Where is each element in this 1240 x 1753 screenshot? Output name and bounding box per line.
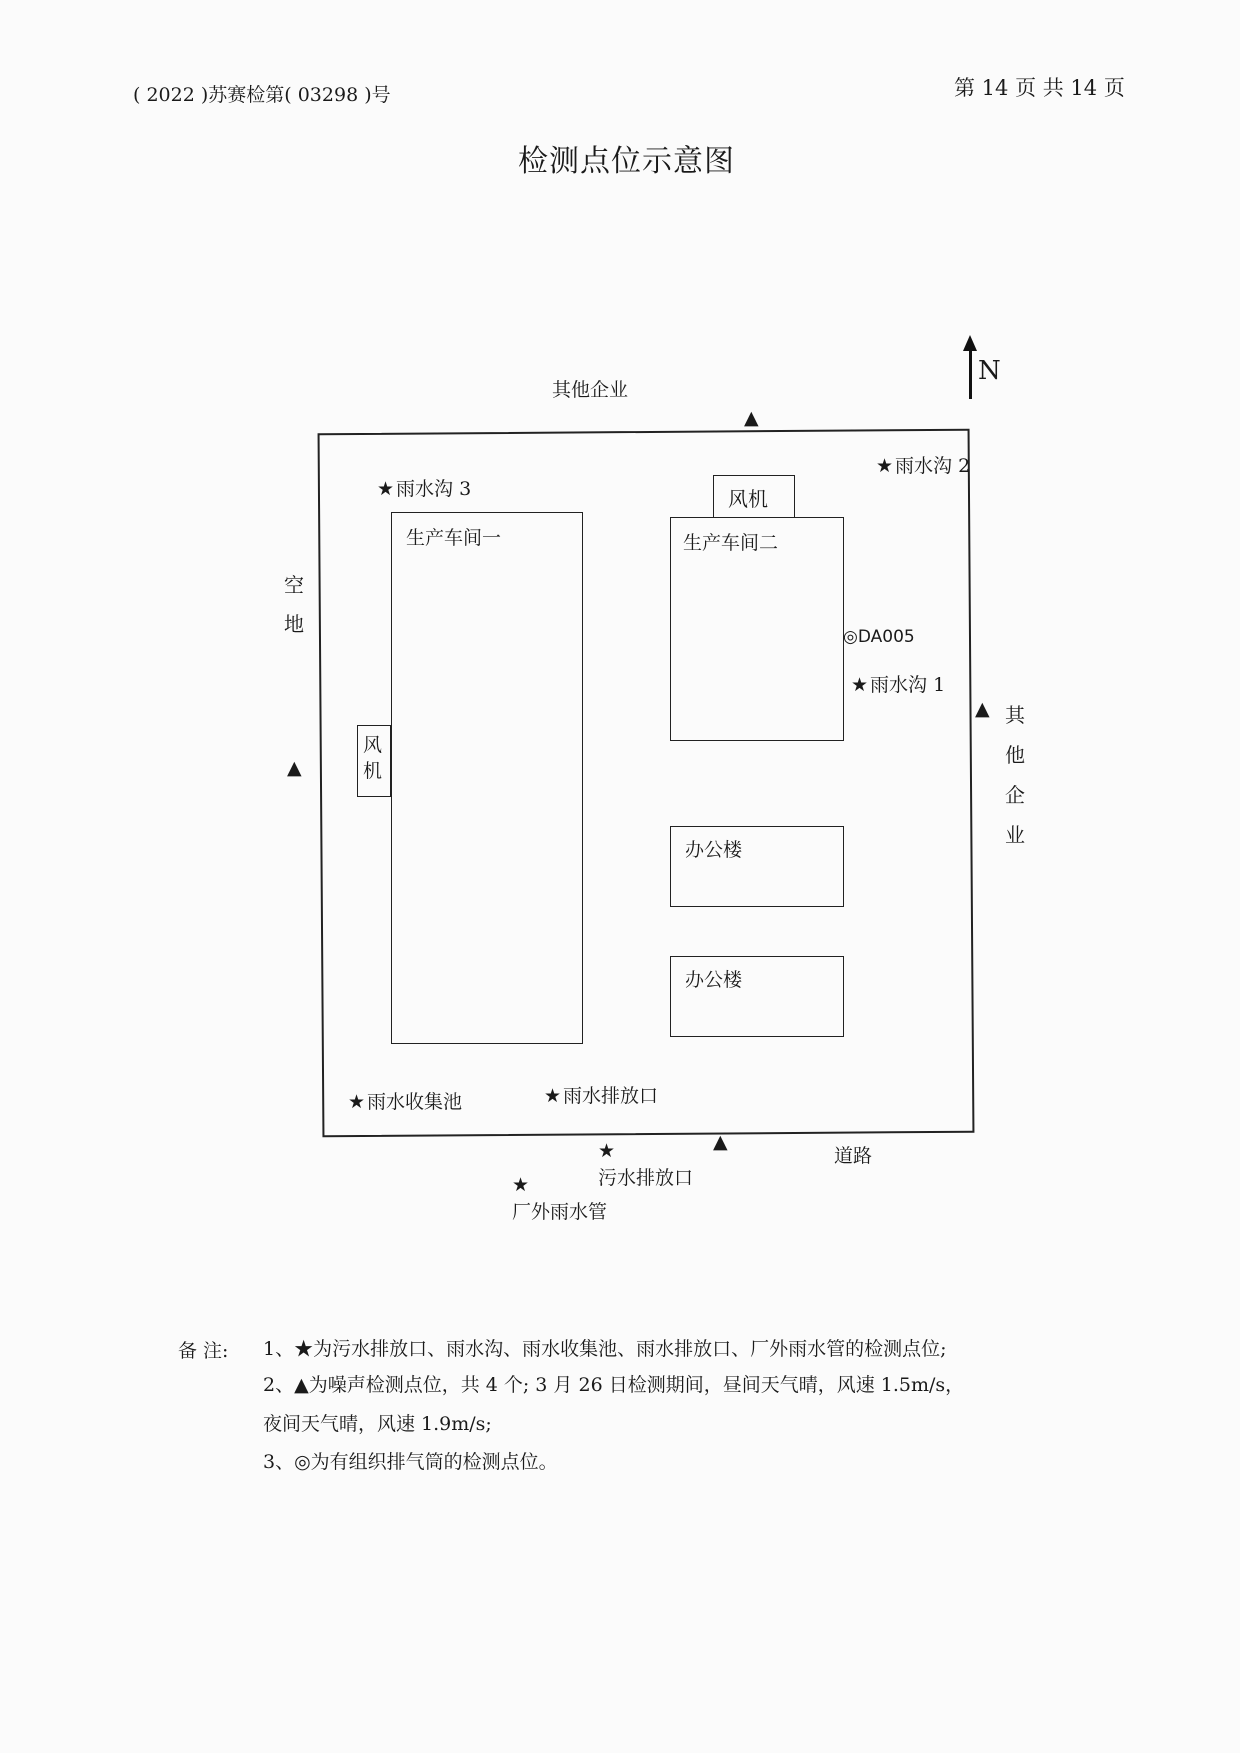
report-number: ( 2022 )苏赛检第( 03298 )号 [133,84,391,106]
diagram-title: 检测点位示意图 [518,144,735,179]
star-icon: ★ [348,1091,366,1113]
rain-ditch-2-label: 雨水沟 2 [895,455,971,477]
west-empty-land-label: 空地 [284,573,304,636]
office-building-2 [670,956,844,1037]
rain-ditch-3-point [377,474,471,501]
noise-point-east-icon: ▲ [975,698,990,720]
rain-pool-point [348,1087,462,1114]
note-1: 1、★为污水排放口、雨水沟、雨水收集池、雨水排放口、厂外雨水管的检测点位; [263,1338,947,1360]
note-2: 2、▲为噪声检测点位，共 4 个; 3 月 26 日检测期间，昼间天气晴，风速 1.5m/s， [263,1374,965,1396]
star-icon: ★ [377,478,395,500]
workshop-2 [670,517,844,741]
office-building-2-label: 办公楼 [685,969,743,991]
north-neighbor-label: 其他企业 [552,379,629,401]
workshop-2-label: 生产车间二 [683,532,779,554]
note-2-continued: 夜间天气晴，风速 1.9m/s; [263,1413,492,1435]
fan-top-label: 风机 [728,487,768,511]
star-icon: ★ [876,455,894,477]
rain-ditch-1-label: 雨水沟 1 [870,674,946,696]
office-building-1-label: 办公楼 [685,839,743,861]
rain-ditch-3-label: 雨水沟 3 [396,478,472,500]
star-icon: ★ [851,674,869,696]
workshop-1 [391,512,583,1044]
notes-label: 备 注: [178,1340,229,1362]
fan-top [713,475,795,518]
office-building-1 [670,826,844,907]
rain-pool-label: 雨水收集池 [367,1091,463,1113]
north-arrow-shaft [969,344,972,399]
noise-point-north-icon: ▲ [744,407,759,429]
north-label: N [978,356,1001,386]
page-indicator: 第 14 页 共 14 页 [954,76,1125,100]
south-road-label: 道路 [834,1145,873,1167]
fan-left-label: 风机 [363,734,383,782]
rain-ditch-1-point [851,670,945,697]
noise-point-south-icon: ▲ [713,1131,728,1153]
east-neighbor-label: 其他企业 [1005,703,1025,847]
external-rain-pipe-star-icon: ★ [512,1174,530,1196]
note-3: 3、◎为有组织排气筒的检测点位。 [263,1451,558,1473]
sewage-outlet-star-icon: ★ [598,1140,616,1162]
sewage-outlet-label: 污水排放口 [598,1167,694,1189]
workshop-1-label: 生产车间一 [406,527,502,549]
star-icon: ★ [544,1085,562,1107]
external-rain-pipe-label: 厂外雨水管 [512,1201,608,1223]
rain-outlet-label: 雨水排放口 [563,1085,659,1107]
fan-left [357,725,391,797]
rain-ditch-2-point [876,451,970,478]
rain-outlet-point [544,1081,658,1108]
exhaust-stack-point: ◎DA005 [843,627,915,647]
noise-point-west-icon: ▲ [287,757,302,779]
